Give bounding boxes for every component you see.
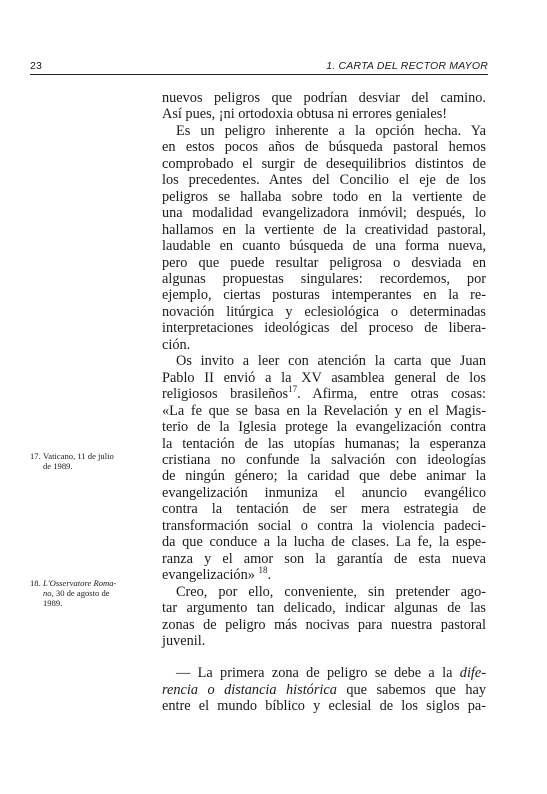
footnote-ref-18[interactable]: 18: [258, 565, 268, 576]
paragraph-1-end: Así pues, ¡ni ortodoxia obtusa ni errores geniales!: [162, 106, 448, 123]
running-title: 1. CARTA DEL RECTOR MAYOR: [326, 60, 488, 72]
running-header: [30, 58, 488, 75]
footnote-number: 18.: [30, 578, 41, 588]
footnote-17: [30, 451, 148, 471]
emphasis-text: rencia o distancia histórica: [162, 681, 337, 698]
main-text-column: nuevos peligros que podrían desviar del camino. Así pues, ¡ni ortodoxia obtusa ni errores geniales! Es un peligro inherente a la opción hecha. Ya en estos pocos años de búsqueda pastoral hemos comprobado el surgir de desequilibrios distintos de los precedentes. Antes del Concilio el eje de los peligros se hallaba sobre todo en la vertiente de una modalidad evangelizadora inmóvil; después, lo hallamos en la vertiente de la creatividad pastoral, laudable en cuanto búsqueda de una forma nueva, pero que puede resultar peligrosa o desviada en algunas propuestas singulares: recordemos, por ejemplo, ciertas posturas intemperantes en la re- novación litúrgica y eclesiológica o determinadas interpretaciones ideológicas del proceso de libera- ción. Os invito a leer con atención la carta que Juan Pablo II envió a la XV asamblea general de los religiosos brasileños$^{17}$. Afirma, entre otras cosas: «La fe que se basa en la Revelación y en el Magis- terio de la Iglesia protege la evangelización contra la tentación de las utopías humanas; la esperanza cristiana no confunde la salvación con ideologías de ningún género; la caridad que debe animar la evangelización inmuniza el anuncio evangélico contra la tentación de ser mera estrategia de transformación social o contra la violencia padeci- da que conduce a la lucha de clases. La fe, la espe- ranza y el amor son la garantía de esta nueva evangelización» $^{18}$. Creo, por ello, conveniente, sin pretender ago- tar argumento tan delicado, indicar algunas de las zonas de peligro más nocivas para nuestra pastoral juvenil. — La primera zona de peligro se debe a la dife- rencia o distancia histórica que sabemos que hay entre el mundo bíblico y eclesial de los siglos pa-: [162, 90, 486, 715]
emphasis-text: dife-: [459, 665, 486, 682]
footnote-ref-17[interactable]: 17: [288, 384, 298, 395]
footnote-number: 17.: [30, 451, 41, 461]
footnote-text: Vaticano, 11 de julio de 1989.: [43, 451, 114, 471]
page-number: 23: [30, 60, 43, 72]
footnote-18: [30, 578, 148, 608]
paragraph-1: nuevos peligros que podrían desviar del camino.: [162, 90, 486, 106]
footnote-text: L'Osservatore Roma- no, 30 de agosto de 1989.: [43, 578, 117, 608]
paragraph-5: — La primera zona de peligro se debe a la dife-: [176, 665, 486, 682]
paragraph-4: Creo, por ello, conveniente, sin pretender ago-: [176, 583, 486, 600]
paragraph-2: Es un peligro inherente a la opción hecha. Ya: [176, 122, 486, 139]
paragraph-3: Os invito a leer con atención la carta que Juan: [176, 353, 486, 370]
